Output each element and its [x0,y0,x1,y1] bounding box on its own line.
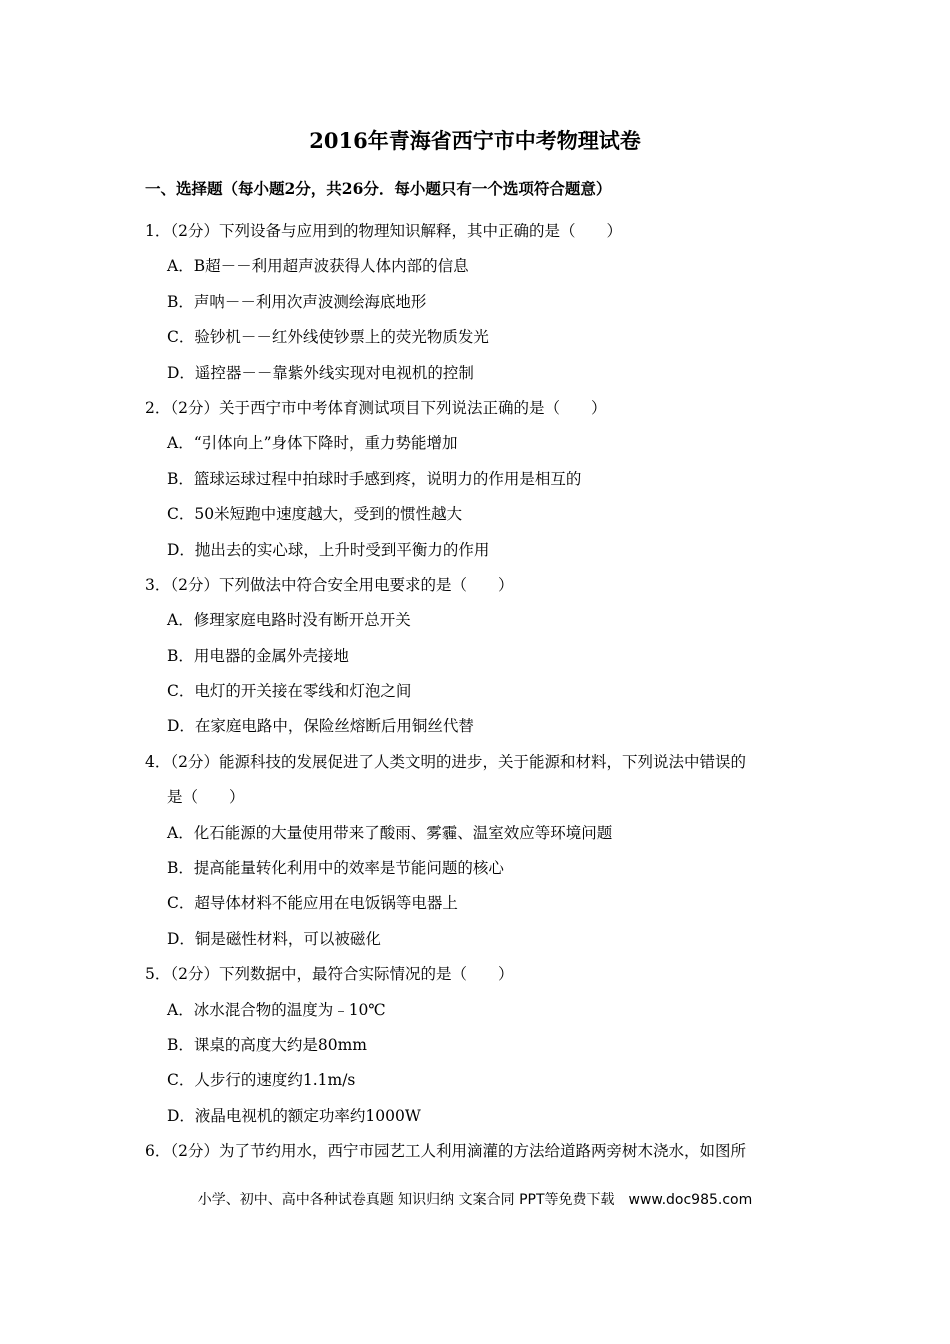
question-1 [145,214,810,391]
question-stem: 6．（2分）为了节约用水，西宁市园艺工人利用滴灌的方法给道路两旁树木浇水，如图所 [145,1142,746,1161]
option-c: C．电灯的开关接在零线和灯泡之间 [167,682,412,701]
question-stem: 4．（2分）能源科技的发展促进了人类文明的进步，关于能源和材料，下列说法中错误的 [145,752,746,771]
question-stem-continuation: 是（ ） [167,788,245,807]
option-d: D．在家庭电路中，保险丝熔断后用铜丝代替 [167,717,474,736]
page-footer: 小学、初中、高中各种试卷真题 知识归纳 文案合同 PPT等免费下载 www.doc985.com [197,1192,753,1208]
option-b: B．提高能量转化利用中的效率是节能问题的核心 [167,859,504,878]
option-a: A．“引体向上”身体下降时，重力势能增加 [167,434,458,453]
option-c: C．人步行的速度约1.1m/s [167,1071,356,1090]
option-a: A．冰水混合物的温度为﹣10℃ [167,1000,386,1019]
option-a: A．B超－－利用超声波获得人体内部的信息 [167,257,469,276]
option-a: A．化石能源的大量使用带来了酸雨、雾霾、温室效应等环境问题 [167,823,613,842]
question-6 [145,1134,810,1169]
question-list [145,214,810,1170]
page-title: 2016年青海省西宁市中考物理试卷 [309,128,641,153]
question-stem: 2．（2分）关于西宁市中考体育测试项目下列说法正确的是（ ） [145,398,607,417]
option-d: D．铜是磁性材料，可以被磁化 [167,929,381,948]
option-b: B．课桌的高度大约是80mm [167,1035,368,1054]
option-d: D．抛出去的实心球，上升时受到平衡力的作用 [167,540,490,559]
option-d: D．液晶电视机的额定功率约1000W [167,1106,421,1125]
question-stem: 3．（2分）下列做法中符合安全用电要求的是（ ） [145,575,514,594]
option-c: C．超导体材料不能应用在电饭锅等电器上 [167,894,458,913]
option-b: B．用电器的金属外壳接地 [167,646,349,665]
option-a: A．修理家庭电路时没有断开总开关 [167,611,411,630]
question-5 [145,957,810,1134]
option-c: C．50米短跑中速度越大，受到的惯性越大 [167,505,463,524]
option-c: C．验钞机－－红外线使钞票上的荧光物质发光 [167,328,489,347]
question-stem: 5．（2分）下列数据中，最符合实际情况的是（ ） [145,965,514,984]
question-4 [145,745,810,957]
question-3 [145,568,810,745]
option-d: D．遥控器－－靠紫外线实现对电视机的控制 [167,363,474,382]
section-heading: 一、选择题（每小题2分，共26分．每小题只有一个选项符合题意） [145,179,612,198]
question-stem: 1．（2分）下列设备与应用到的物理知识解释，其中正确的是（ ） [145,222,622,240]
question-2 [145,391,810,568]
option-b: B．声呐－－利用次声波测绘海底地形 [167,292,427,311]
option-b: B．篮球运球过程中拍球时手感到疼，说明力的作用是相互的 [167,469,582,488]
